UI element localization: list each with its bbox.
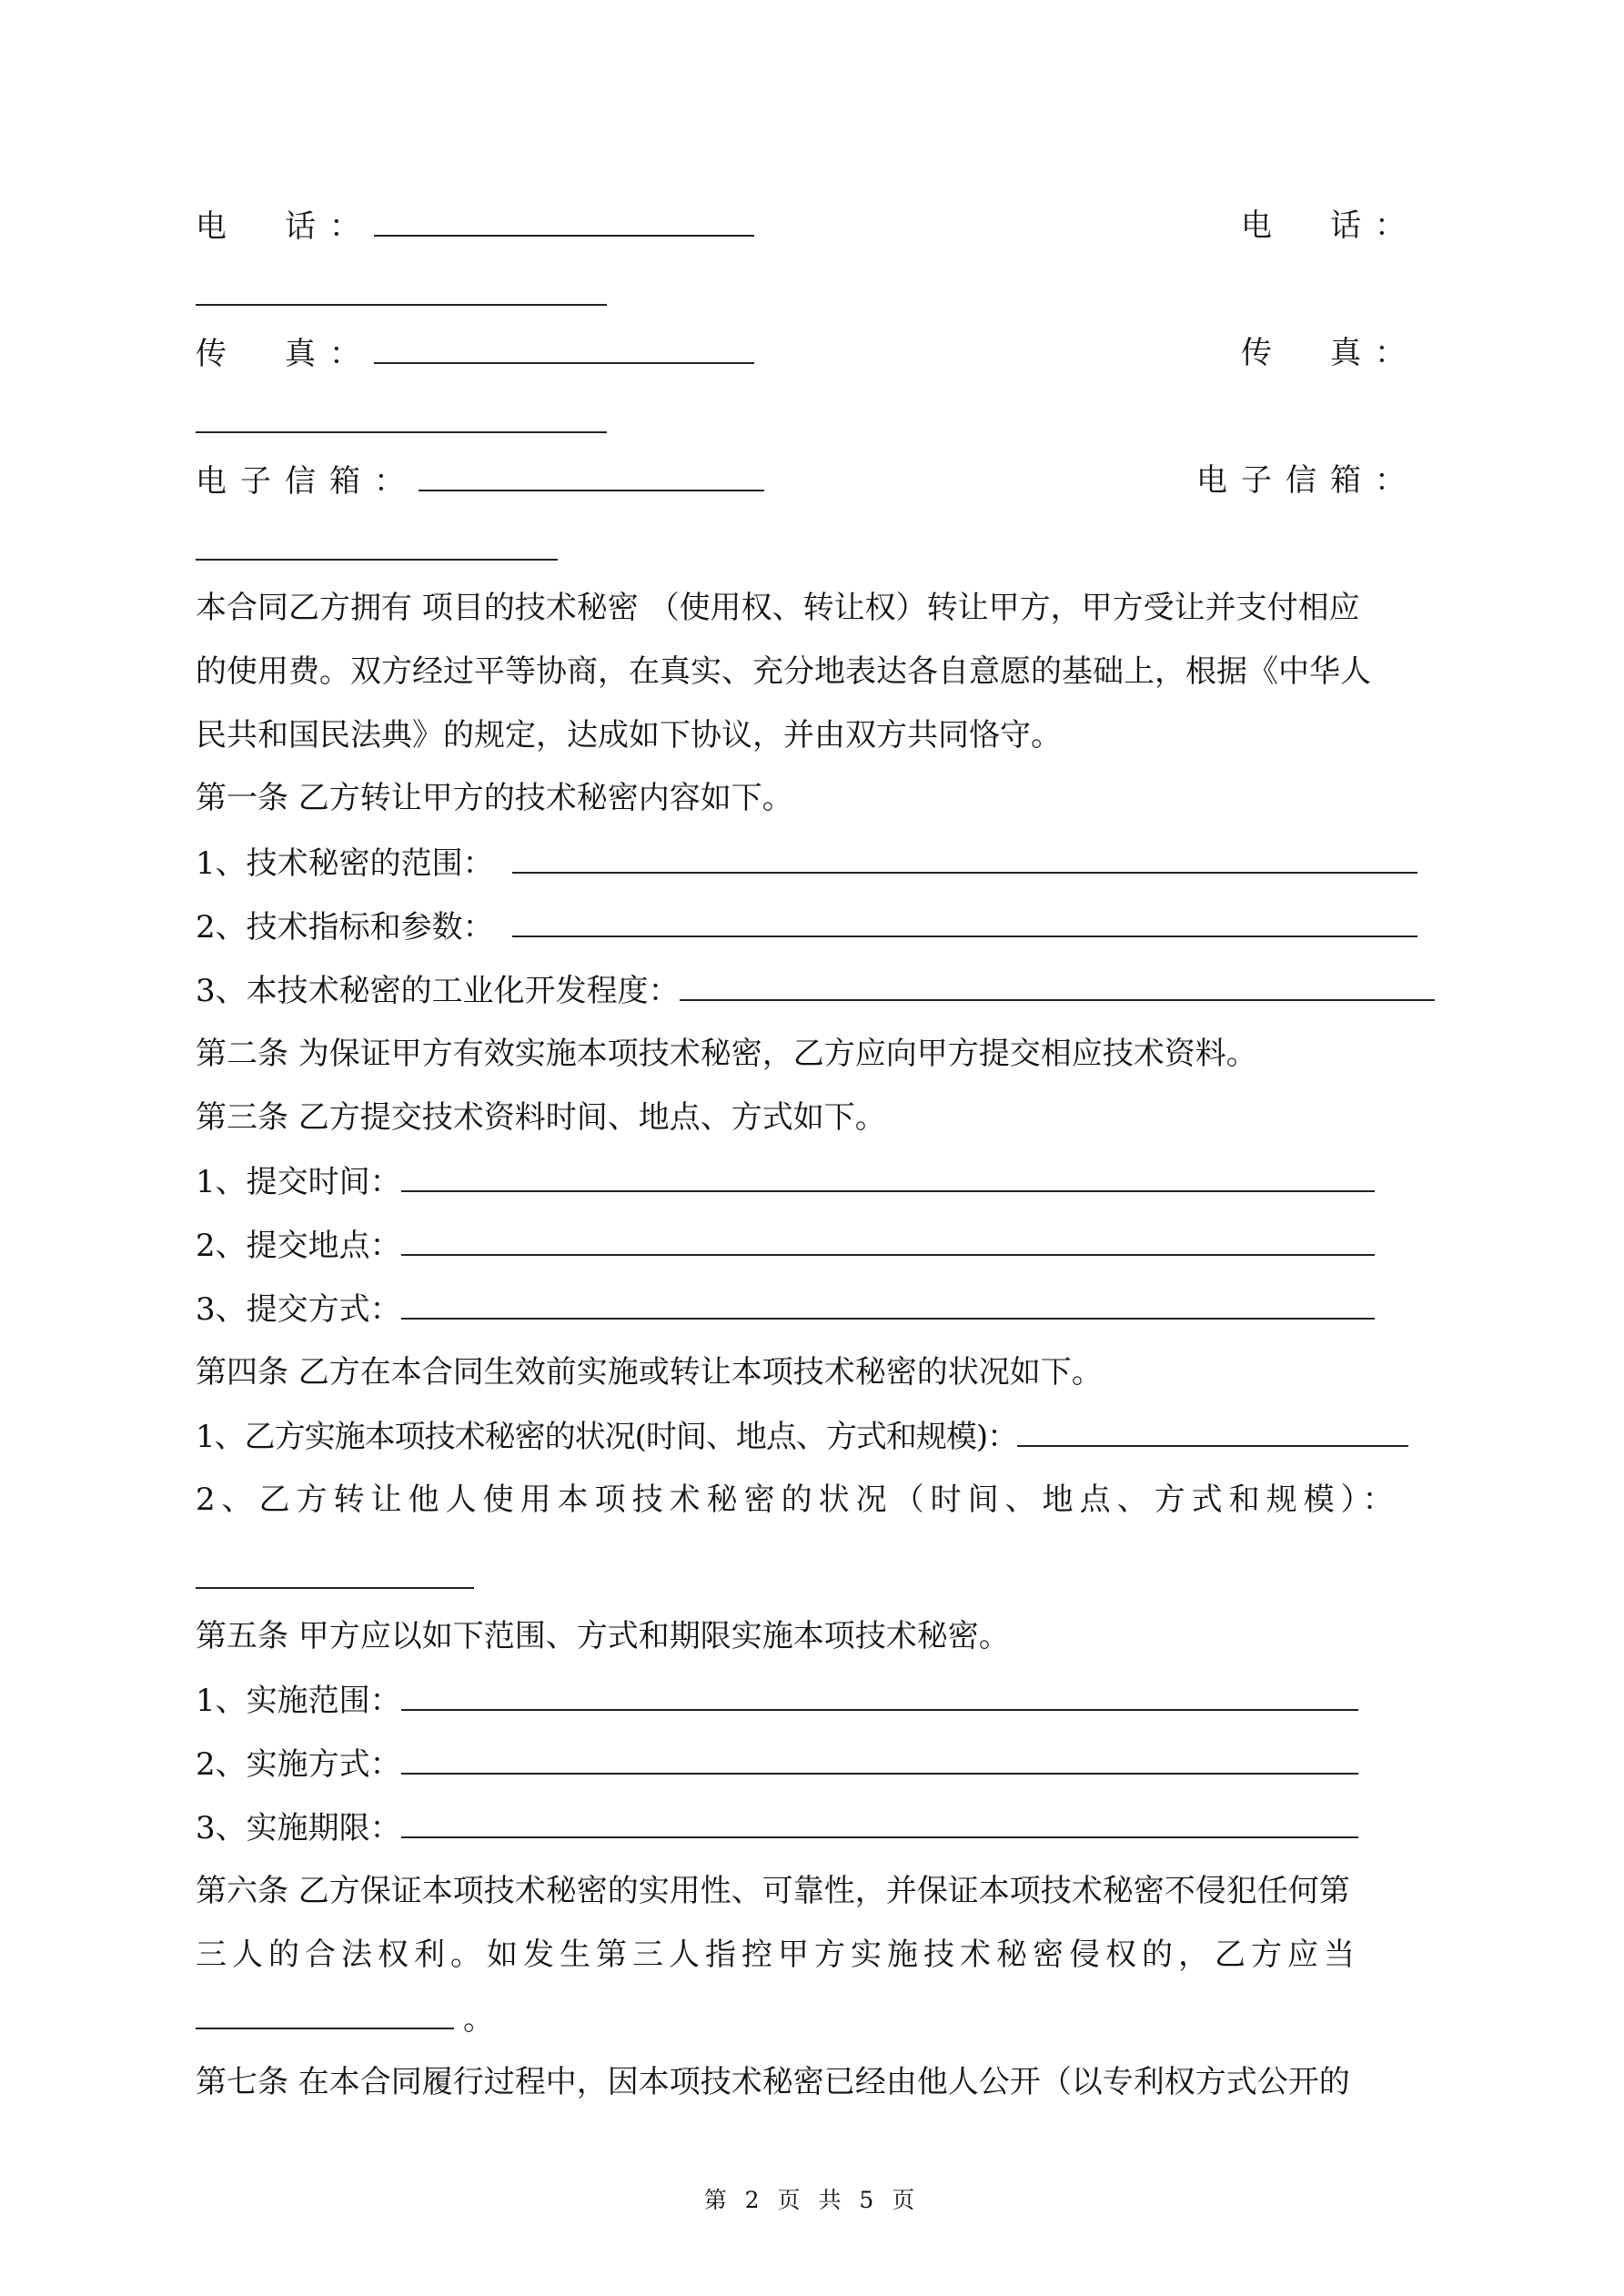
impl-period-field[interactable] (401, 1809, 1358, 1838)
article-7-line-1: 第七条 在本合同履行过程中，因本项技术秘密已经由他人公开（以专利权方式公开的 (196, 2064, 1350, 2100)
fax-field[interactable] (374, 335, 754, 364)
tech-scope-field[interactable] (512, 845, 1417, 874)
intro-line-3: 民共和国民法典》的规定，达成如下协议，并由双方共同恪守。 (196, 717, 1062, 754)
article-5-item-3: 3、实施期限： (196, 1809, 1358, 1846)
party-b-phone-label: 电 话： (1241, 207, 1419, 244)
article-1-title: 第一条 乙方转让甲方的技术秘密内容如下。 (196, 780, 793, 816)
article-4-item-2: 2、乙方转让他人使用本项技术秘密的状况（时间、地点、方式和规模）： (196, 1482, 1400, 1518)
article-4-title: 第四条 乙方在本合同生效前实施或转让本项技术秘密的状况如下。 (196, 1354, 1103, 1391)
article-1-item-3: 3、本技术秘密的工业化开发程度： (196, 972, 1435, 1009)
article-1-item-1: 1、技术秘密的范围： (196, 845, 1417, 882)
email-field[interactable] (419, 462, 764, 491)
article-3-item-1: 1、提交时间： (196, 1163, 1375, 1200)
submit-method-field[interactable] (401, 1290, 1375, 1320)
liability-field[interactable] (196, 2000, 454, 2029)
party-a-phone (196, 207, 754, 245)
party-b-fax-field[interactable] (196, 431, 607, 433)
submit-time-field[interactable] (401, 1163, 1375, 1192)
party-b-email-label: 电子信箱： (1196, 462, 1419, 499)
phone-field[interactable] (374, 207, 754, 237)
tech-params-field[interactable] (512, 908, 1417, 937)
article-3-item-2: 2、提交地点： (196, 1227, 1375, 1264)
article-5-item-1: 1、实施范围： (196, 1682, 1358, 1719)
transfer-status-field[interactable] (196, 1587, 474, 1589)
article-3-title: 第三条 乙方提交技术资料时间、地点、方式如下。 (196, 1099, 886, 1136)
impl-scope-field[interactable] (401, 1682, 1358, 1711)
email-label: 电子信箱： (196, 463, 419, 500)
impl-method-field[interactable] (401, 1745, 1358, 1775)
article-5-item-2: 2、实施方式： (196, 1745, 1358, 1783)
article-5-title: 第五条 甲方应以如下范围、方式和期限实施本项技术秘密。 (196, 1618, 1010, 1654)
article-3-item-3: 3、提交方式： (196, 1290, 1375, 1328)
intro-line-1: 本合同乙方拥有 项目的技术秘密 （使用权、转让权）转让甲方，甲方受让并支付相应 (196, 590, 1360, 626)
article-6-line-2: 三人的合法权利。如发生第三人指控甲方实施技术秘密侵权的，乙方应当 (196, 1937, 1360, 1973)
phone-label: 电 话： (196, 208, 374, 245)
party-a-email (196, 462, 764, 500)
industrialization-field[interactable] (680, 972, 1435, 1001)
implementation-status-field[interactable] (1017, 1418, 1408, 1447)
article-6-line-3: 。 (196, 2000, 494, 2038)
article-6-line-1: 第六条 乙方保证本项技术秘密的实用性、可靠性，并保证本项技术秘密不侵犯任何第 (196, 1873, 1350, 1909)
article-4-item-1: 1、乙方实施本项技术秘密的状况(时间、地点、方式和规模)： (196, 1418, 1408, 1455)
article-2-title: 第二条 为保证甲方有效实施本项技术秘密，乙方应向甲方提交相应技术资料。 (196, 1036, 1257, 1072)
article-1-item-2: 2、技术指标和参数： (196, 908, 1417, 946)
party-b-fax-label: 传 真： (1241, 335, 1419, 371)
party-b-phone-field[interactable] (196, 304, 607, 306)
intro-line-2: 的使用费。双方经过平等协商，在真实、充分地表达各自意愿的基础上，根据《中华人 (196, 653, 1371, 690)
submit-place-field[interactable] (401, 1227, 1375, 1256)
fax-label: 传 真： (196, 336, 374, 372)
party-b-email-field[interactable] (196, 559, 558, 561)
page-indicator: 第 2 页 共 5 页 (703, 2187, 921, 2213)
party-a-fax (196, 335, 754, 372)
